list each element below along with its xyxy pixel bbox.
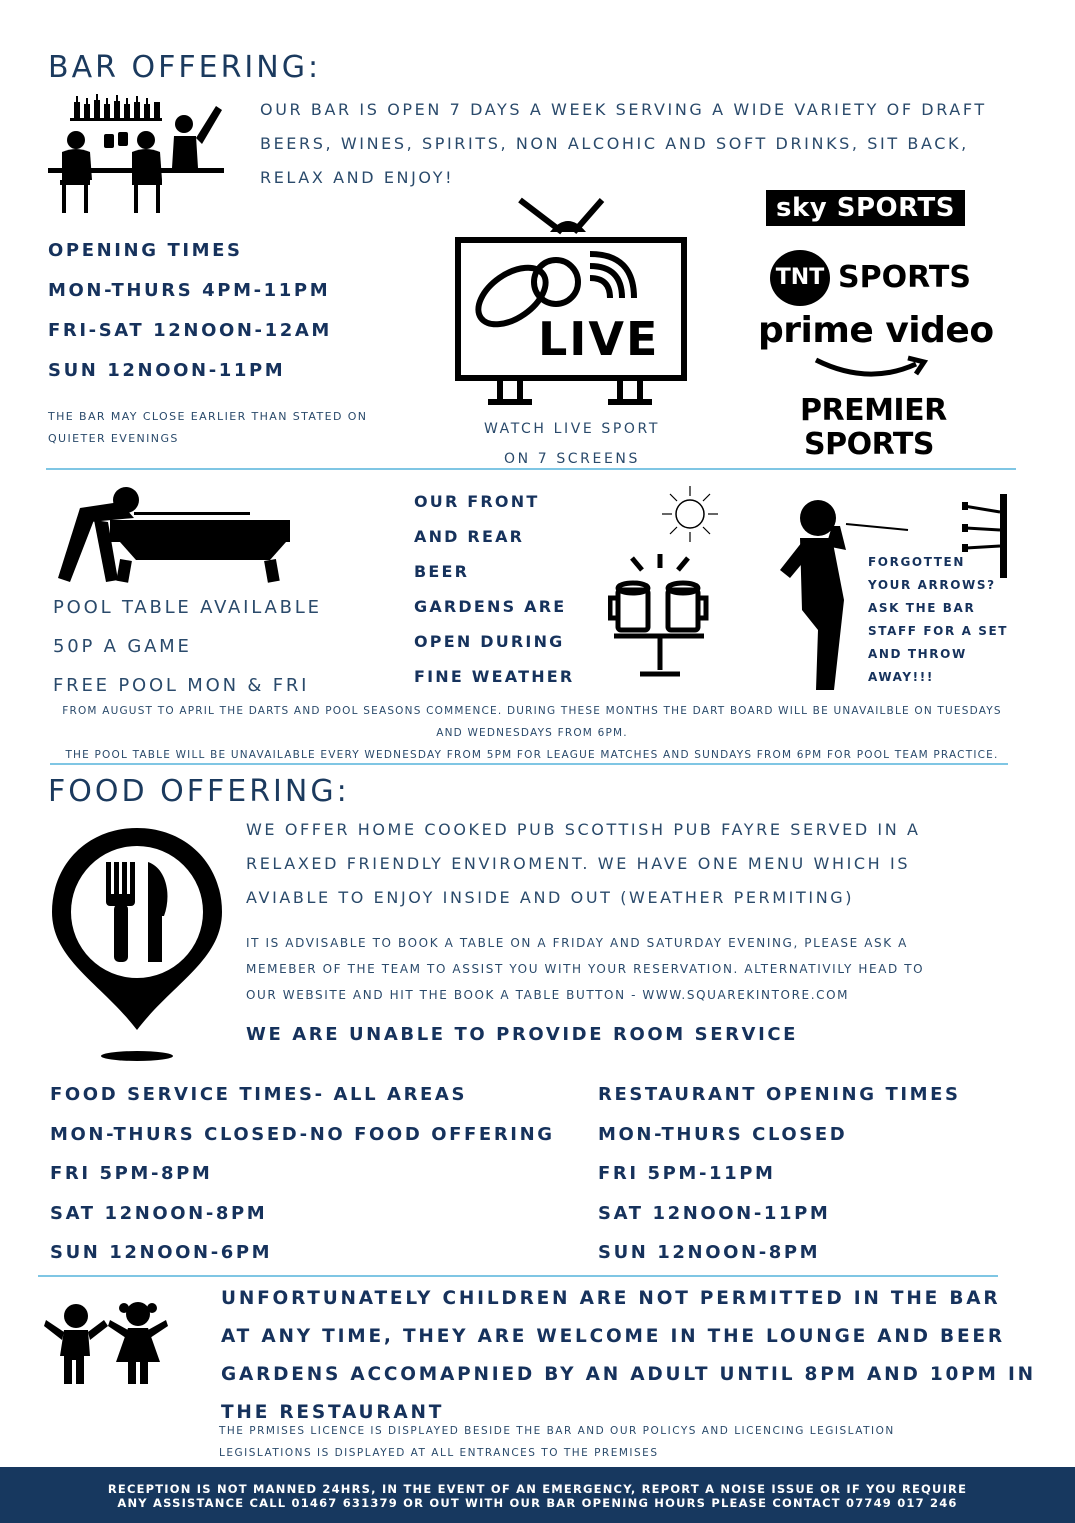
opening-times-row: MON-THURS 4PM-11PM — [48, 280, 331, 301]
food-heading: FOOD OFFERING: — [48, 774, 350, 809]
food-intro — [246, 813, 921, 915]
food-intro-line: AVIABLE TO ENJOY INSIDE AND OUT (WEATHER PERMITING) — [246, 888, 855, 907]
premier-sports-logo — [800, 394, 947, 462]
tnt-sports-logo: SPORTS — [838, 260, 971, 295]
close-note-line: QUIETER EVENINGS — [48, 432, 179, 445]
season-note-line: FROM AUGUST TO APRIL THE DARTS AND POOL SEASONS COMMENCE. DURING THESE MONTHS THE DART BOARD WILL BE UNAVAILBLE ON TUESDAYS — [62, 705, 1002, 717]
booking-note — [246, 930, 924, 1008]
food-times-title: FOOD SERVICE TIMES- ALL AREAS — [50, 1084, 468, 1105]
restaurant-times-row: MON-THURS CLOSED — [598, 1123, 848, 1145]
cutlery-pin-icon — [48, 824, 226, 1064]
restaurant-times-title: RESTAURANT OPENING TIMES — [598, 1084, 961, 1105]
pool-info-line: POOL TABLE AVAILABLE — [53, 597, 322, 618]
season-note-line: AND WEDNESDAYS FROM 6PM. — [436, 727, 628, 739]
premier-sports-logo-line: SPORTS — [804, 427, 934, 462]
booking-note-line: OUR WEBSITE AND HIT THE BOOK A TABLE BUTTON - WWW.SQUAREKINTORE.COM — [246, 988, 850, 1002]
opening-times-row: FRI-SAT 12NOON-12AM — [48, 320, 332, 341]
opening-times-title: OPENING TIMES — [48, 240, 243, 261]
garden-line: FINE WEATHER — [414, 667, 575, 686]
beer-table-icon — [608, 552, 712, 682]
garden-line: AND REAR — [414, 527, 525, 546]
sky-sports-logo: sky SPORTS — [766, 190, 965, 226]
children-icon — [44, 1300, 170, 1386]
darts-line: YOUR ARROWS? — [868, 578, 996, 592]
section-divider — [46, 468, 1016, 470]
prime-video-logo: prime video — [758, 310, 994, 351]
food-times-row: SUN 12NOON-6PM — [50, 1242, 273, 1263]
emergency-footer — [0, 1467, 1075, 1523]
bar-close-note — [48, 406, 367, 450]
food-intro-line: WE OFFER HOME COOKED PUB SCOTTISH PUB FAYRE SERVED IN A — [246, 820, 921, 839]
tv-caption — [452, 414, 692, 474]
licence-note — [219, 1420, 895, 1464]
garden-line: OUR FRONT — [414, 492, 540, 511]
section-divider — [38, 1275, 998, 1277]
food-times-row: FRI 5PM-8PM — [50, 1163, 213, 1184]
pool-table-icon — [50, 484, 294, 586]
bar-intro-line: BEERS, WINES, SPIRITS, NON ALCOHIC AND SOFT DRINKS, SIT BACK, — [260, 134, 969, 153]
tv-caption-line: WATCH LIVE SPORT — [483, 421, 661, 437]
section-divider — [50, 763, 1008, 765]
footer-line: ANY ASSISTANCE CALL 01467 631379 OR OUT WITH OUR BAR OPENING HOURS PLEASE CONTACT 07749 017 246 — [117, 1496, 958, 1510]
pool-info-line: FREE POOL MON & FRI — [53, 675, 310, 696]
garden-line: OPEN DURING — [414, 632, 565, 651]
restaurant-times-row: SAT 12NOON-11PM — [598, 1202, 831, 1224]
food-times-row: MON-THURS CLOSED-NO FOOD OFFERING — [50, 1123, 555, 1145]
food-intro-line: RELAXED FRIENDLY ENVIROMENT. WE HAVE ONE MENU WHICH IS — [246, 854, 911, 873]
food-service-times — [50, 1084, 555, 1282]
children-policy-line: THE RESTAURANT — [221, 1402, 445, 1423]
bar-intro — [260, 93, 987, 195]
season-note-line: THE POOL TABLE WILL BE UNAVAILABLE EVERY WEDNESDAY FROM 5PM FOR LEAGUE MATCHES AND SUNDAYS FROM 6PM FOR POOL TEAM PRACTICE. — [65, 749, 999, 761]
close-note-line: THE BAR MAY CLOSE EARLIER THAN STATED ON — [48, 410, 368, 423]
pool-info — [53, 588, 322, 705]
children-policy — [221, 1280, 1036, 1432]
food-times-row: SAT 12NOON-8PM — [50, 1202, 268, 1224]
children-policy-line: UNFORTUNATELY CHILDREN ARE NOT PERMITTED IN THE BAR — [221, 1288, 1001, 1309]
restaurant-times-row: SUN 12NOON-8PM — [598, 1242, 821, 1263]
darts-line: AWAY!!! — [868, 670, 934, 684]
tv-icon — [452, 192, 692, 408]
licence-note-line: THE PRMISES LICENCE IS DISPLAYED BESIDE THE BAR AND OUR POLICYS AND LICENCING LEGISLATION — [219, 1425, 895, 1437]
children-policy-line: AT ANY TIME, THEY ARE WELCOME IN THE LOUNGE AND BEER — [221, 1326, 1005, 1347]
tv-caption-line: ON 7 SCREENS — [504, 451, 640, 467]
room-service-notice: WE ARE UNABLE TO PROVIDE ROOM SERVICE — [246, 1024, 799, 1045]
bar-patrons-icon — [46, 92, 228, 218]
darts-info — [868, 551, 1008, 689]
beer-garden-info — [414, 484, 574, 694]
darts-line: ASK THE BAR — [868, 601, 976, 615]
prime-smile-icon — [812, 354, 928, 384]
restaurant-times-row: FRI 5PM-11PM — [598, 1163, 776, 1184]
bar-opening-times — [48, 240, 332, 400]
darts-line: FORGOTTEN — [868, 555, 965, 569]
bar-intro-line: OUR BAR IS OPEN 7 DAYS A WEEK SERVING A WIDE VARIETY OF DRAFT — [260, 100, 987, 119]
tnt-badge: TNT — [770, 250, 830, 306]
darts-line: AND THROW — [868, 647, 967, 661]
footer-line: RECEPTION IS NOT MANNED 24HRS, IN THE EVENT OF AN EMERGENCY, REPORT A NOISE ISSUE OR IF YOU REQUIRE — [107, 1482, 968, 1496]
restaurant-times — [598, 1084, 961, 1282]
booking-note-line: IT IS ADVISABLE TO BOOK A TABLE ON A FRIDAY AND SATURDAY EVENING, PLEASE ASK A — [246, 936, 908, 950]
bar-intro-line: RELAX AND ENJOY! — [260, 168, 455, 187]
tv-live-label: LIVE — [538, 312, 660, 366]
opening-times-row: SUN 12NOON-11PM — [48, 360, 286, 381]
bar-heading: BAR OFFERING: — [48, 50, 322, 85]
garden-line: BEER — [414, 562, 470, 581]
licence-note-line: LEGISLATIONS IS DISPLAYED AT ALL ENTRANCES TO THE PREMISES — [219, 1447, 659, 1459]
darts-line: STAFF FOR A SET — [868, 624, 1009, 638]
pool-info-line: 50P A GAME — [53, 636, 192, 657]
season-note — [44, 700, 1020, 766]
premier-sports-logo-line: PREMIER — [800, 393, 947, 428]
garden-line: GARDENS ARE — [414, 597, 567, 616]
booking-note-line: MEMEBER OF THE TEAM TO ASSIST YOU WITH YOUR RESERVATION. ALTERNATIVILY HEAD TO — [246, 962, 925, 976]
sun-icon — [660, 484, 720, 544]
children-policy-line: GARDENS ACCOMAPNIED BY AN ADULT UNTIL 8PM AND 10PM IN — [221, 1364, 1036, 1385]
